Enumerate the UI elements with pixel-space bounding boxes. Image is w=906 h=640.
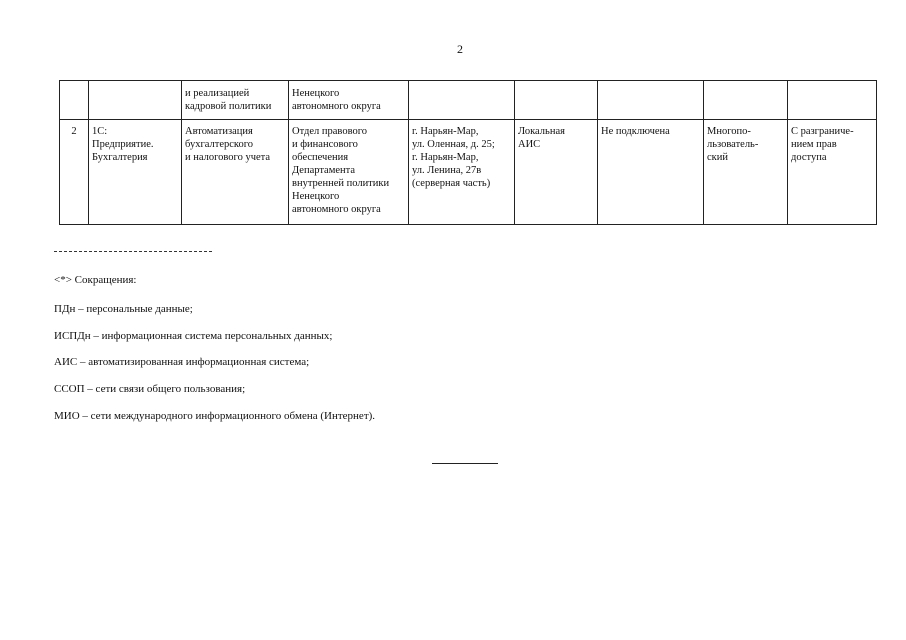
cell-number: 2 — [60, 120, 89, 225]
cell-system-type: Локальная АИС — [515, 120, 598, 225]
cell-user-mode: Многопо- льзователь- ский — [704, 120, 788, 225]
cell-system-name: 1С: Предприятие. Бухгалтерия — [89, 120, 182, 225]
document-end-line — [432, 463, 498, 464]
cell-department: Отдел правового и финансового обеспечения Департамента внутренней политики Ненецкого автономного округа — [289, 120, 409, 225]
cell-system-type — [515, 81, 598, 120]
footnote-heading: <*> Сокращения: — [54, 274, 137, 286]
footnote-divider — [54, 251, 212, 252]
cell-purpose: Автоматизация бухгалтерского и налогового учета — [182, 120, 289, 225]
cell-user-mode — [704, 81, 788, 120]
systems-table — [59, 80, 877, 225]
cell-connection — [598, 81, 704, 120]
abbreviation-item: ИСПДн – информационная система персональных данных; — [54, 330, 333, 342]
cell-system-name — [89, 81, 182, 120]
table-row — [60, 81, 877, 120]
abbreviation-item: АИС – автоматизированная информационная система; — [54, 356, 310, 368]
cell-purpose: и реализацией кадровой политики — [182, 81, 289, 120]
cell-number — [60, 81, 89, 120]
abbreviation-item: ПДн – персональные данные; — [54, 303, 193, 315]
cell-access-mode — [788, 81, 877, 120]
table-row — [60, 120, 877, 225]
page-number: 2 — [457, 42, 463, 56]
cell-access-mode: С разграниче- нием прав доступа — [788, 120, 877, 225]
abbreviation-item: ССОП – сети связи общего пользования; — [54, 383, 246, 395]
cell-connection: Не подключена — [598, 120, 704, 225]
abbreviation-item: МИО – сети международного информационного обмена (Интернет). — [54, 410, 376, 422]
cell-address: г. Нарьян-Мар, ул. Оленная, д. 25; г. Нарьян-Мар, ул. Ленина, 27в (серверная часть) — [409, 120, 515, 225]
cell-address — [409, 81, 515, 120]
cell-department: Ненецкого автономного округа — [289, 81, 409, 120]
